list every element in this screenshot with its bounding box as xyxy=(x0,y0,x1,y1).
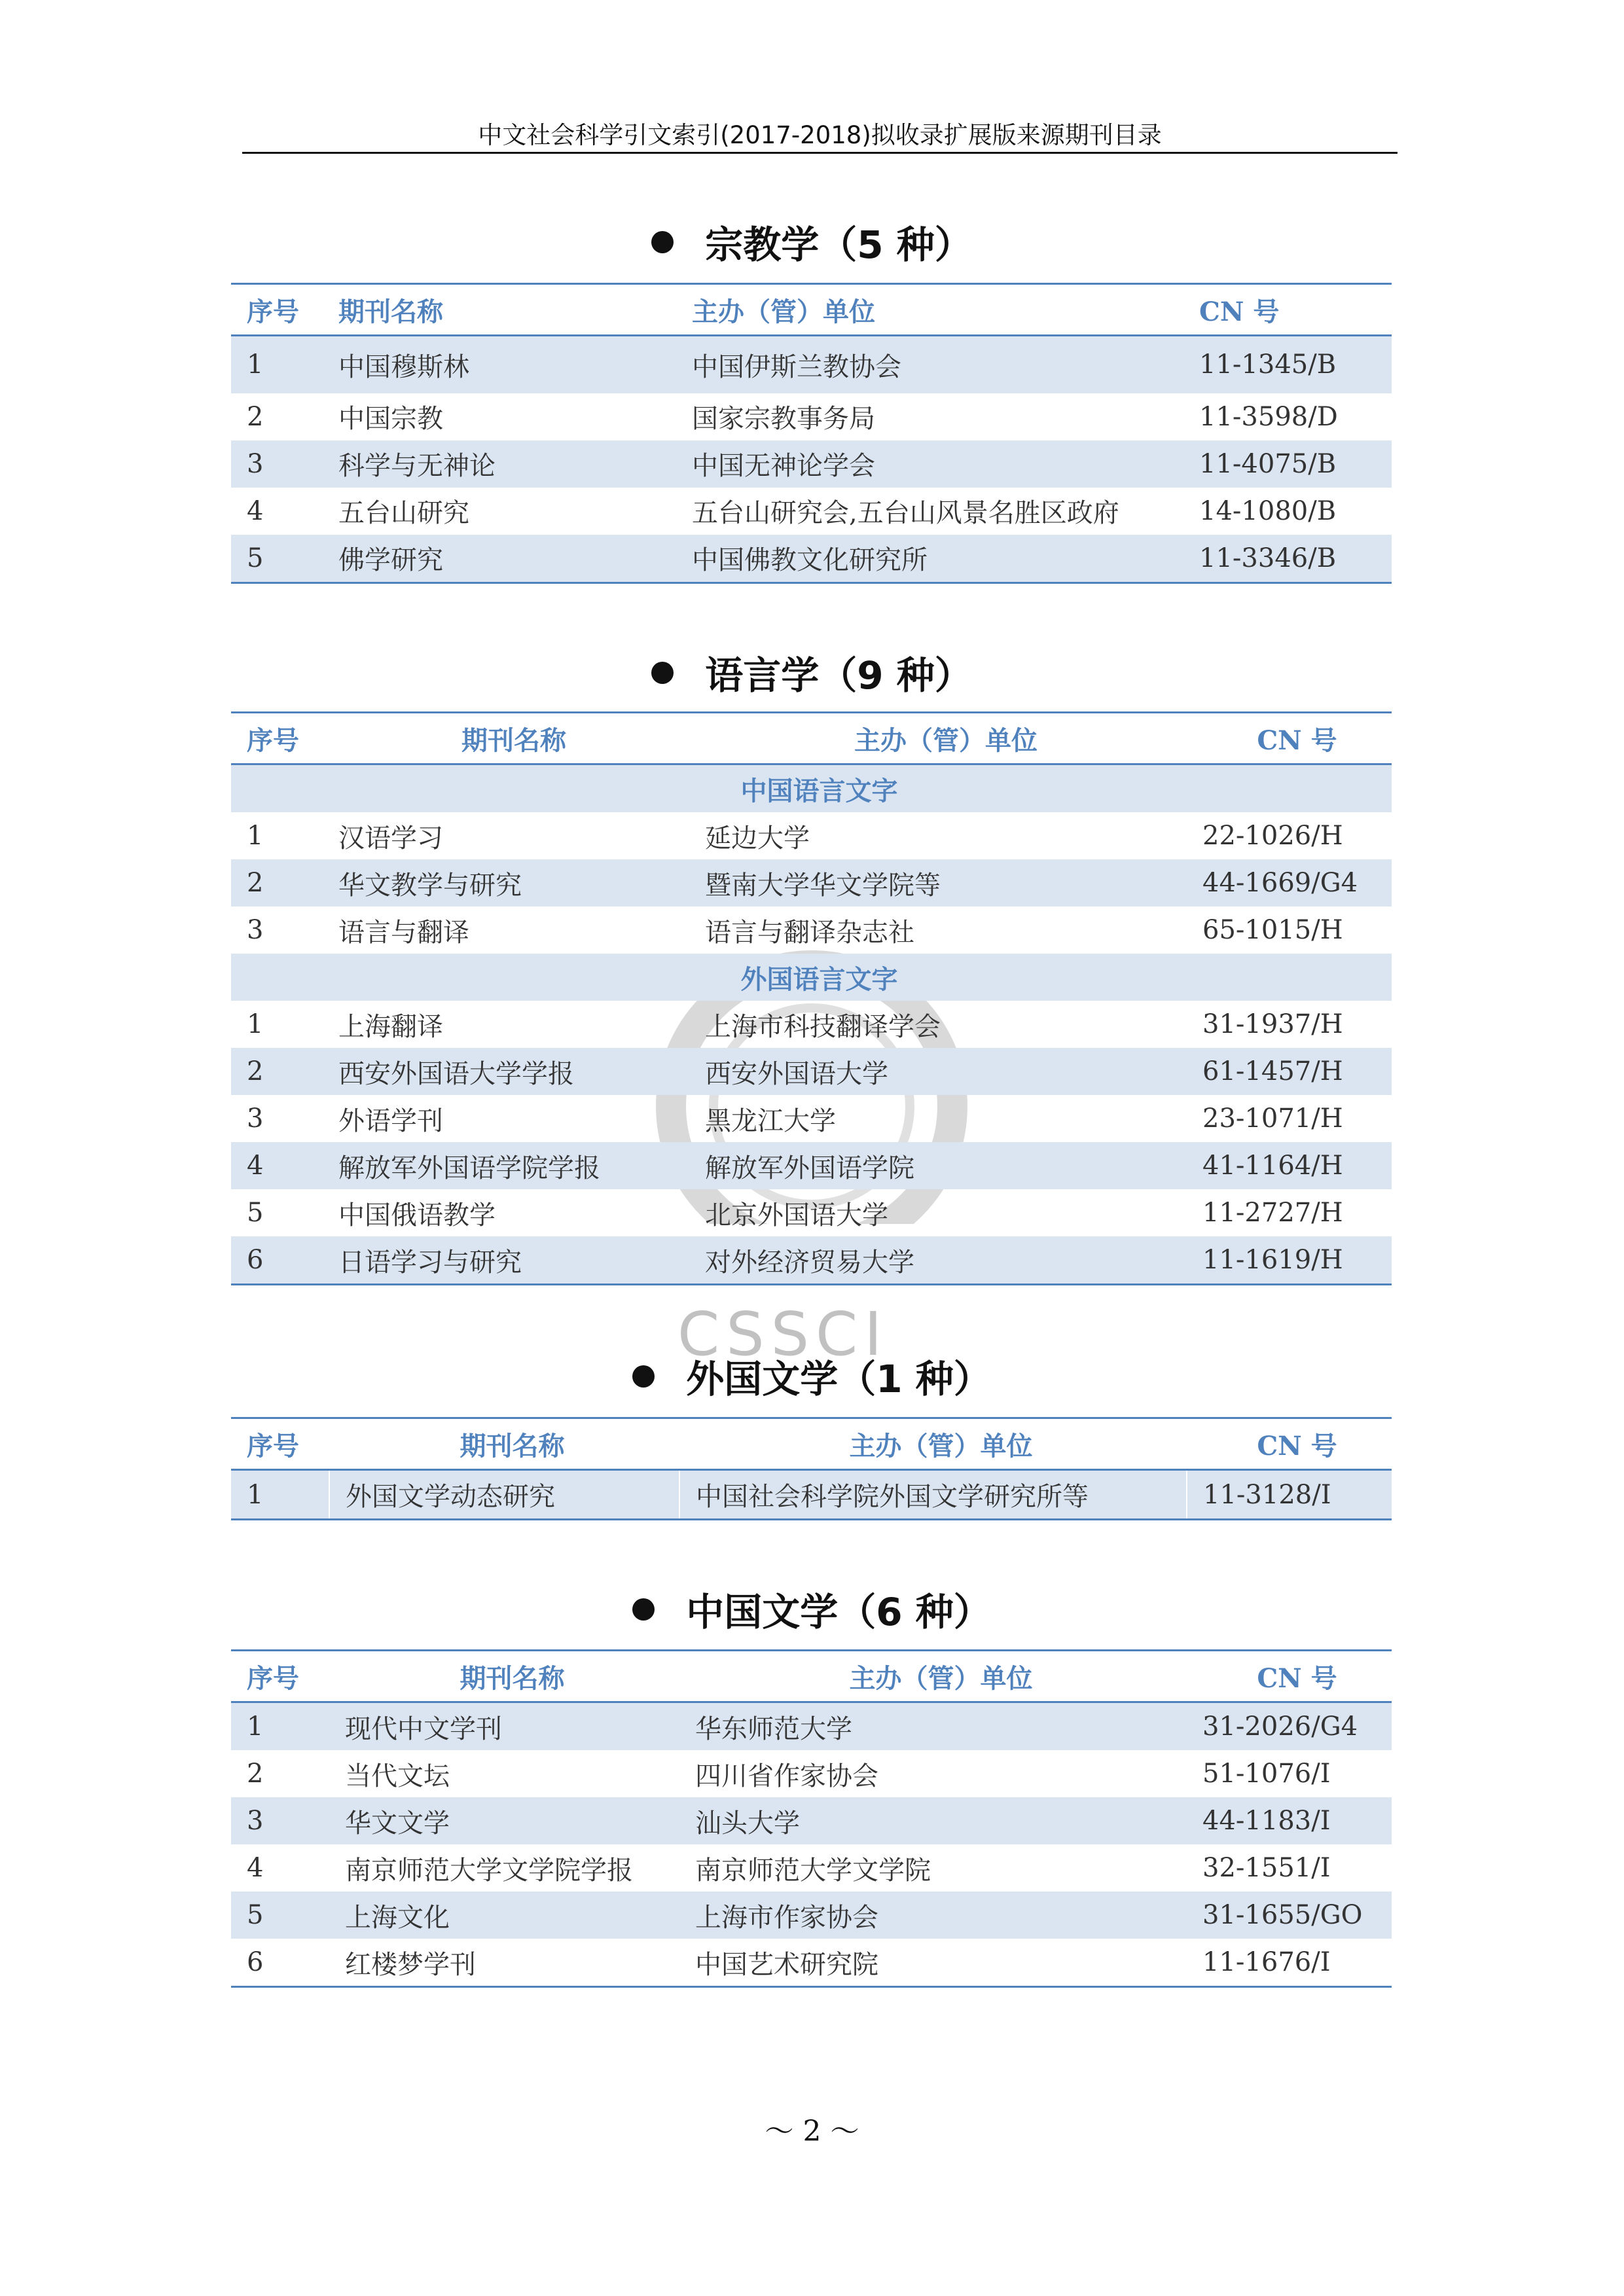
cell-org: 上海市作家协会 xyxy=(679,1892,1187,1939)
cell-cn: 11-3128/I xyxy=(1187,1470,1392,1520)
cell-org: 五台山研究会,五台山风景名胜区政府 xyxy=(692,498,1119,528)
table-row xyxy=(231,812,1392,859)
table-header-row xyxy=(231,1651,1392,1702)
cell-no: 1 xyxy=(247,1009,264,1039)
cell-org: 延边大学 xyxy=(705,823,810,853)
cell-cn: 65-1015/H xyxy=(1202,915,1343,945)
cell-no: 4 xyxy=(247,495,264,526)
table-religion xyxy=(231,283,1392,584)
col-header-org: 主办（管）单位 xyxy=(676,284,1183,336)
cell-cn: 11-1619/H xyxy=(1187,1236,1392,1285)
cell-name: 华文文学 xyxy=(329,1797,679,1844)
cell-cn: 31-2026/G4 xyxy=(1187,1702,1392,1751)
table-row xyxy=(231,1189,1392,1236)
cell-org: 黑龙江大学 xyxy=(705,1105,836,1136)
cell-org: 上海市科技翻译学会 xyxy=(705,1011,941,1042)
table-row xyxy=(231,1892,1392,1939)
cell-no: 5 xyxy=(231,535,323,583)
table-foreign-literature xyxy=(231,1417,1392,1520)
table-row xyxy=(231,1048,1392,1095)
cell-name: 解放军外国语学院学报 xyxy=(323,1142,689,1189)
cell-name: 西安外国语大学学报 xyxy=(323,1048,689,1095)
cell-org: 对外经济贸易大学 xyxy=(689,1236,1187,1285)
cell-org: 北京外国语大学 xyxy=(705,1200,888,1230)
section-title-foreign-literature: 外国文学（1 种） xyxy=(0,1348,1624,1403)
cell-org: 国家宗教事务局 xyxy=(692,404,875,434)
cell-org: 语言与翻译杂志社 xyxy=(705,917,914,948)
table-row xyxy=(231,1797,1392,1844)
cell-name: 日语学习与研究 xyxy=(323,1236,689,1285)
table-row xyxy=(231,393,1392,440)
cell-no: 5 xyxy=(247,1198,264,1228)
table-header-row xyxy=(231,1418,1392,1470)
cell-name: 红楼梦学刊 xyxy=(345,1949,476,1980)
table-row xyxy=(231,906,1392,954)
col-header-name: 期刊名称 xyxy=(323,284,676,336)
table-row xyxy=(231,1939,1392,1987)
cell-cn: 32-1551/I xyxy=(1202,1853,1331,1883)
cell-name: 五台山研究 xyxy=(338,498,469,528)
cell-no: 3 xyxy=(247,915,264,945)
table-row xyxy=(231,1470,1392,1520)
cell-no: 3 xyxy=(231,1797,329,1844)
cell-org: 解放军外国语学院 xyxy=(689,1142,1187,1189)
cell-cn: 41-1164/H xyxy=(1187,1142,1392,1189)
table-row xyxy=(231,1236,1392,1285)
table-row xyxy=(231,1702,1392,1751)
table-row xyxy=(231,535,1392,583)
cell-cn: 23-1071/H xyxy=(1202,1103,1343,1134)
cell-cn: 11-1676/I xyxy=(1202,1947,1331,1977)
cell-cn: 44-1669/G4 xyxy=(1187,859,1392,906)
table-row xyxy=(231,440,1392,488)
bullet-icon xyxy=(632,1365,655,1388)
col-header-cn: CN 号 xyxy=(1187,1418,1392,1470)
cell-cn: 22-1026/H xyxy=(1202,821,1343,851)
cell-name: 汉语学习 xyxy=(338,823,443,853)
running-header: 中文社会科学引文索引(2017-2018)拟收录扩展版来源期刊目录 xyxy=(478,121,1162,149)
page-number: ～ 2 ～ xyxy=(765,2115,859,2148)
group-row-foreign-language xyxy=(231,954,1392,1001)
table-row xyxy=(231,1844,1392,1892)
cell-no: 6 xyxy=(231,1236,323,1285)
group-label: 外国语言文字 xyxy=(231,954,1392,1001)
cell-no: 1 xyxy=(247,821,264,851)
cell-cn: 11-3598/D xyxy=(1199,401,1338,432)
cell-no: 1 xyxy=(231,1702,329,1751)
cell-no: 2 xyxy=(231,859,323,906)
table-row xyxy=(231,336,1392,393)
cell-name: 外国文学动态研究 xyxy=(329,1470,679,1520)
col-header-no: 序号 xyxy=(231,713,323,764)
col-header-org: 主办（管）单位 xyxy=(689,713,1187,764)
cell-org: 中国艺术研究院 xyxy=(695,1949,878,1980)
cssci-watermark-text: CSSCI xyxy=(677,1299,889,1369)
cell-org: 汕头大学 xyxy=(679,1797,1187,1844)
table-row xyxy=(231,1142,1392,1189)
section-title-chinese-literature: 中国文学（6 种） xyxy=(0,1581,1624,1636)
col-header-no: 序号 xyxy=(231,284,323,336)
cell-org: 中国伊斯兰教协会 xyxy=(676,336,1183,393)
cell-no: 3 xyxy=(231,440,323,488)
cell-cn: 14-1080/B xyxy=(1199,495,1337,526)
bullet-icon xyxy=(651,662,674,684)
cell-cn: 61-1457/H xyxy=(1187,1048,1392,1095)
cell-no: 4 xyxy=(247,1853,264,1883)
table-linguistics xyxy=(231,711,1392,1285)
cell-org: 华东师范大学 xyxy=(679,1702,1187,1751)
cell-no: 1 xyxy=(231,336,323,393)
cell-no: 2 xyxy=(231,1048,323,1095)
cell-org: 四川省作家协会 xyxy=(695,1761,878,1791)
cell-name: 语言与翻译 xyxy=(338,917,469,948)
group-row-chinese-language xyxy=(231,764,1392,813)
cell-name: 佛学研究 xyxy=(323,535,676,583)
col-header-no: 序号 xyxy=(231,1651,329,1702)
cell-name: 上海文化 xyxy=(329,1892,679,1939)
cell-no: 2 xyxy=(247,1759,264,1789)
cell-cn: 11-3346/B xyxy=(1183,535,1392,583)
cell-name: 中国穆斯林 xyxy=(323,336,676,393)
cell-name: 中国俄语教学 xyxy=(338,1200,496,1230)
cell-org: 中国佛教文化研究所 xyxy=(676,535,1183,583)
table-row xyxy=(231,1095,1392,1142)
cell-cn: 11-4075/B xyxy=(1183,440,1392,488)
bullet-icon xyxy=(632,1598,655,1621)
table-row xyxy=(231,859,1392,906)
cell-cn: 31-1655/GO xyxy=(1187,1892,1392,1939)
cell-no: 2 xyxy=(247,401,264,432)
col-header-name: 期刊名称 xyxy=(329,1418,679,1470)
cell-name: 外语学刊 xyxy=(338,1105,443,1136)
table-header-row xyxy=(231,284,1392,336)
table-header-row xyxy=(231,713,1392,764)
cell-name: 当代文坛 xyxy=(345,1761,450,1791)
col-header-cn: CN 号 xyxy=(1187,713,1392,764)
cell-no: 4 xyxy=(231,1142,323,1189)
cell-no: 6 xyxy=(247,1947,264,1977)
cell-name: 南京师范大学文学院学报 xyxy=(345,1855,633,1886)
cell-no: 3 xyxy=(247,1103,264,1134)
header-rule xyxy=(242,152,1398,154)
cell-cn: 44-1183/I xyxy=(1187,1797,1392,1844)
cell-org: 南京师范大学文学院 xyxy=(695,1855,931,1886)
cell-no: 1 xyxy=(231,1470,329,1520)
section-title-religion: 宗教学（5 种） xyxy=(0,214,1624,269)
cell-org: 西安外国语大学 xyxy=(689,1048,1187,1095)
cell-name: 科学与无神论 xyxy=(323,440,676,488)
cell-no: 5 xyxy=(231,1892,329,1939)
table-row xyxy=(231,1001,1392,1048)
col-header-cn: CN 号 xyxy=(1183,284,1392,336)
col-header-cn: CN 号 xyxy=(1187,1651,1392,1702)
cell-name: 中国宗教 xyxy=(338,404,443,434)
col-header-name: 期刊名称 xyxy=(323,713,689,764)
cell-name: 上海翻译 xyxy=(338,1011,443,1042)
cell-org: 中国社会科学院外国文学研究所等 xyxy=(679,1470,1187,1520)
cell-name: 现代中文学刊 xyxy=(329,1702,679,1751)
cell-cn: 31-1937/H xyxy=(1202,1009,1343,1039)
table-chinese-literature xyxy=(231,1649,1392,1988)
col-header-org: 主办（管）单位 xyxy=(679,1651,1187,1702)
section-title-linguistics: 语言学（9 种） xyxy=(0,645,1624,700)
col-header-name: 期刊名称 xyxy=(329,1651,679,1702)
bullet-icon xyxy=(651,231,674,253)
table-row xyxy=(231,488,1392,535)
col-header-org: 主办（管）单位 xyxy=(679,1418,1187,1470)
group-label: 中国语言文字 xyxy=(231,764,1392,813)
cell-cn: 11-2727/H xyxy=(1202,1198,1343,1228)
cell-org: 中国无神论学会 xyxy=(676,440,1183,488)
cell-name: 华文教学与研究 xyxy=(323,859,689,906)
table-row xyxy=(231,1750,1392,1797)
cell-cn: 51-1076/I xyxy=(1202,1759,1331,1789)
col-header-no: 序号 xyxy=(231,1418,329,1470)
cell-cn: 11-1345/B xyxy=(1183,336,1392,393)
cell-org: 暨南大学华文学院等 xyxy=(689,859,1187,906)
